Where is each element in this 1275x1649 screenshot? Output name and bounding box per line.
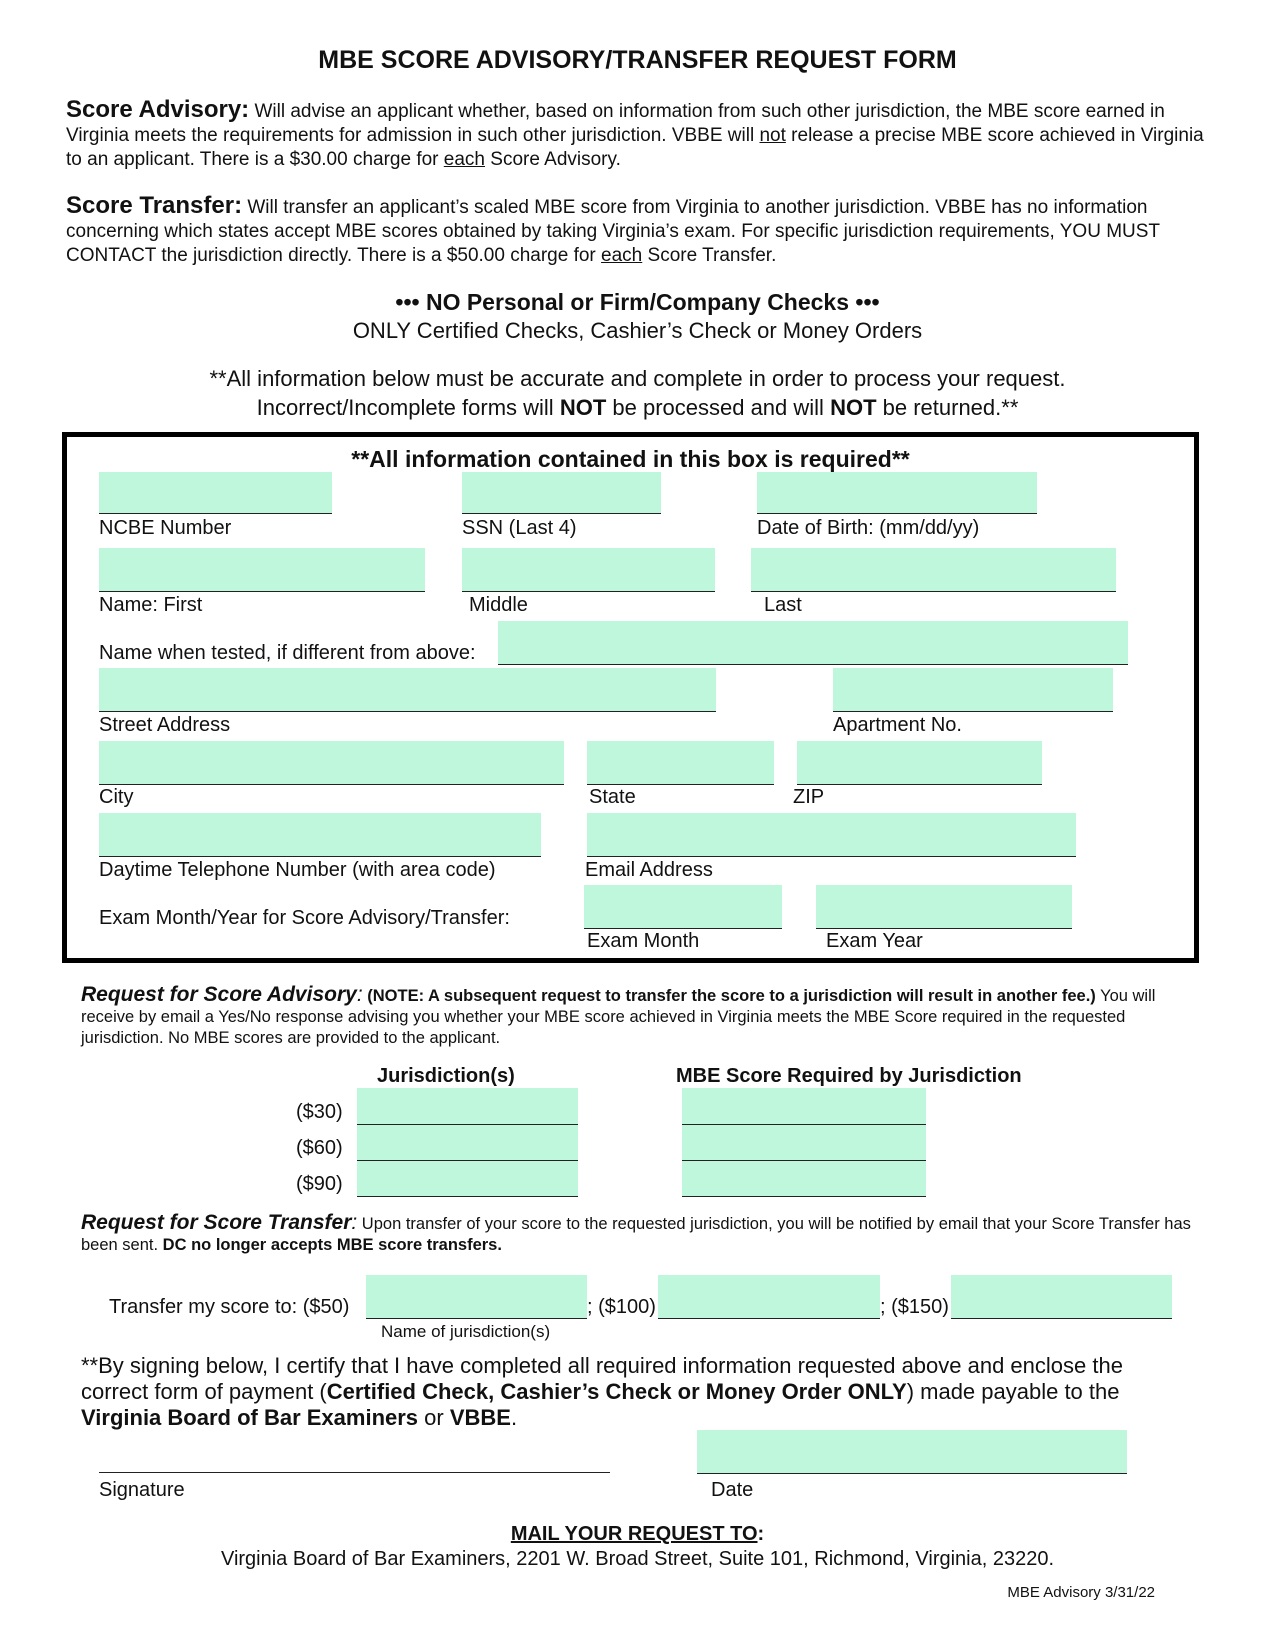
score-transfer-text-2: Score Transfer. (642, 245, 777, 266)
zip-field[interactable] (797, 741, 1042, 785)
score-advisory-text-2: release a precise MBE score achieved in Virginia to an applicant. There is a $30.00 charge for (66, 125, 1204, 170)
dc-notice: DC no longer accepts MBE score transfers. (162, 1236, 502, 1254)
state-field[interactable] (587, 741, 774, 785)
certify-text: or (418, 1405, 450, 1430)
advisory-request-section (81, 984, 1191, 1049)
mbe-score-col-header: MBE Score Required by Jurisdiction (676, 1065, 1022, 1087)
advisory-request-heading: Request for Score Advisory (81, 983, 357, 1006)
exam-year-field[interactable] (816, 885, 1072, 929)
certification-statement (81, 1353, 1196, 1431)
accuracy-notice: **All information below must be accurate and complete in order to process your request. (209, 366, 1066, 391)
city-label: City (99, 786, 134, 808)
mail-heading (0, 1523, 1275, 1546)
exam-month-label: Exam Month (587, 930, 700, 952)
advisory-request-text: You will receive by email a Yes/No response advising you whether your MBE score achieved in Virginia meets the MBE Score required in the requested jurisdiction. No MBE scores are provided to the applicant. (81, 987, 1156, 1047)
zip-label: ZIP (793, 786, 825, 808)
date-label: Date (711, 1479, 754, 1501)
fee-150-label: ; ($150) (880, 1296, 949, 1318)
name-tested-field[interactable] (498, 621, 1128, 665)
transfer-label: Transfer my score to: ($50) (109, 1296, 350, 1318)
last-name-label: Last (764, 594, 802, 616)
ssn-label: SSN (Last 4) (462, 517, 577, 539)
no-checks-notice: ••• NO Personal or Firm/Company Checks ••• (395, 289, 880, 315)
dob-field[interactable] (757, 472, 1037, 514)
ncbe-number-field[interactable] (99, 472, 332, 514)
colon: : (351, 1211, 358, 1234)
certify-text: . (510, 1405, 518, 1430)
colon: : (356, 983, 363, 1006)
transfer-request-section (81, 1212, 1191, 1256)
score-advisory-lead: Score Advisory: (66, 96, 250, 123)
notice-not: NOT (830, 395, 877, 420)
score-advisory-intro (66, 98, 1216, 172)
street-address-label: Street Address (99, 714, 231, 736)
jurisdictions-col-header: Jurisdiction(s) (377, 1065, 515, 1087)
date-field[interactable] (697, 1430, 1127, 1474)
advisory-score-2[interactable] (682, 1125, 926, 1161)
ncbe-label: NCBE Number (99, 517, 232, 539)
form-title: MBE SCORE ADVISORY/TRANSFER REQUEST FORM (318, 46, 957, 74)
each-underlined: each (443, 149, 485, 170)
advisory-score-1[interactable] (682, 1088, 926, 1125)
fee-30-label: ($30) (296, 1101, 343, 1123)
box-heading: **All information contained in this box is required** (351, 446, 910, 472)
accepted-payments: ONLY Certified Checks, Cashier’s Check or Money Orders (352, 318, 923, 343)
certify-text: ) made payable to the (906, 1379, 1120, 1404)
fee-60-label: ($60) (296, 1137, 343, 1159)
ssn-field[interactable] (462, 472, 661, 514)
email-label: Email Address (585, 859, 713, 881)
exam-year-label: Exam Year (826, 930, 923, 952)
exam-label: Exam Month/Year for Score Advisory/Transfer: (99, 907, 510, 929)
not-underlined: not (759, 125, 786, 146)
transfer-jurisdiction-1[interactable] (366, 1275, 587, 1319)
first-name-label: Name: First (99, 594, 203, 616)
phone-field[interactable] (99, 813, 541, 857)
city-field[interactable] (99, 741, 564, 785)
dob-label: Date of Birth: (mm/dd/yy) (757, 517, 980, 539)
notice-text: be returned.** (876, 395, 1019, 420)
name-tested-label: Name when tested, if different from above: (99, 642, 476, 664)
form-version: MBE Advisory 3/31/22 (1007, 1584, 1155, 1601)
notice-text: Incorrect/Incomplete forms will (256, 395, 560, 420)
signature-label: Signature (99, 1479, 185, 1501)
notice-not: NOT (559, 395, 607, 420)
transfer-jurisdiction-2[interactable] (658, 1275, 880, 1319)
certify-payment-bold: Certified Check, Cashier’s Check or Money Order ONLY (326, 1379, 907, 1404)
fee-100-label: ; ($100) (587, 1296, 656, 1318)
transfer-request-text: Upon transfer of your score to the requested jurisdiction, you will be notified by email that your Score Transfer has been sent. (81, 1215, 1191, 1254)
notice-text: be processed and will (606, 395, 831, 420)
mail-address: Virginia Board of Bar Examiners, 2201 W. Broad Street, Suite 101, Richmond, Virginia, 23220. (220, 1548, 1055, 1570)
score-transfer-text: Will transfer an applicant’s scaled MBE score from Virginia to another jurisdiction. VBBE has no information concerning which states accept MBE scores obtained by taking Virginia’s exam. For specific jurisdiction requirements, YOU MUST CONTACT the jurisdiction directly. There is a $50.00 charge for (66, 197, 1160, 266)
street-address-field[interactable] (99, 668, 716, 712)
apartment-label: Apartment No. (833, 714, 962, 736)
first-name-field[interactable] (99, 548, 425, 592)
transfer-request-heading: Request for Score Transfer (81, 1211, 352, 1234)
advisory-score-3[interactable] (682, 1161, 926, 1197)
jurisdiction-name-label: Name of jurisdiction(s) (381, 1322, 551, 1341)
middle-name-field[interactable] (462, 548, 715, 592)
apartment-field[interactable] (833, 668, 1113, 712)
score-advisory-text-3: Score Advisory. (485, 149, 621, 170)
score-transfer-intro (66, 194, 1216, 268)
state-label: State (589, 786, 636, 808)
middle-name-label: Middle (469, 594, 528, 616)
exam-month-field[interactable] (584, 885, 782, 929)
incomplete-notice (0, 395, 1275, 421)
advisory-jurisdiction-3[interactable] (357, 1161, 578, 1197)
certify-text: **By signing below, I certify that I have completed all required information requested above and enclose the correct form of payment ( (81, 1353, 1123, 1404)
score-advisory-text: Will advise an applicant whether, based on information from such other jurisdiction, the MBE score earned in Virginia meets the requirements for admission in such other jurisdiction. VBBE will (66, 101, 1165, 146)
last-name-field[interactable] (751, 548, 1116, 592)
phone-label: Daytime Telephone Number (with area code) (99, 859, 496, 881)
email-field[interactable] (587, 813, 1076, 857)
certify-board-bold: Virginia Board of Bar Examiners (81, 1405, 419, 1430)
score-transfer-lead: Score Transfer: (66, 192, 243, 219)
each-underlined: each (601, 245, 643, 266)
mail-heading-text: MAIL YOUR REQUEST TO (510, 1523, 758, 1545)
transfer-jurisdiction-3[interactable] (951, 1275, 1172, 1319)
certify-vbbe-bold: VBBE (449, 1405, 511, 1430)
advisory-note: (NOTE: A subsequent request to transfer the score to a jurisdiction will result in another fee.) (362, 987, 1096, 1005)
colon: : (757, 1523, 765, 1545)
advisory-jurisdiction-2[interactable] (357, 1125, 578, 1161)
fee-90-label: ($90) (296, 1173, 343, 1195)
signature-line[interactable] (99, 1471, 610, 1473)
advisory-jurisdiction-1[interactable] (357, 1088, 578, 1125)
